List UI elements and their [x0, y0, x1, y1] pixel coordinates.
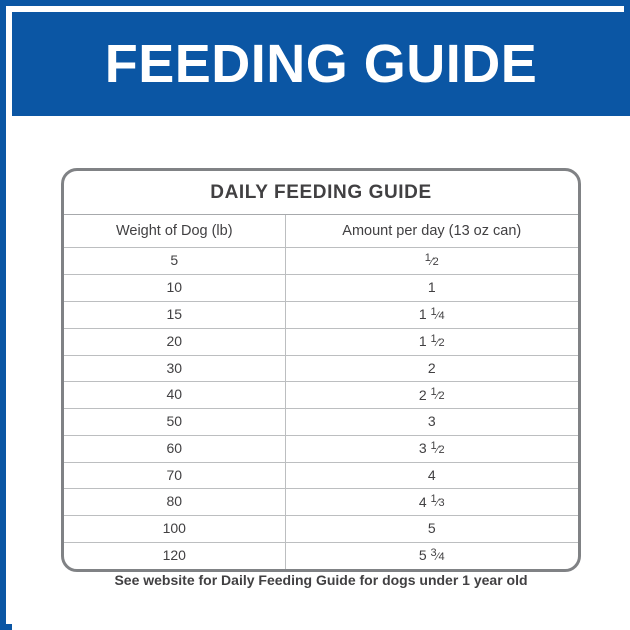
cell-weight: 5 — [64, 248, 285, 275]
table-row — [64, 382, 578, 409]
table-row — [64, 516, 578, 543]
table-row — [64, 542, 578, 569]
table-row — [64, 248, 578, 275]
footnote: See website for Daily Feeding Guide for dogs under 1 year old — [114, 572, 528, 588]
table-row — [64, 301, 578, 328]
cell-weight: 40 — [64, 382, 285, 409]
daily-feeding-guide-card — [61, 168, 581, 572]
cell-weight: 10 — [64, 275, 285, 302]
column-header-weight: Weight of Dog (lb) — [64, 215, 285, 248]
table-header-row — [64, 215, 578, 248]
cell-amount: 3 $^1$⁄2 — [285, 435, 578, 462]
cell-amount: 3 — [285, 409, 578, 436]
page-title: FEEDING GUIDE — [104, 34, 538, 94]
cell-weight: 80 — [64, 489, 285, 516]
cell-amount: 1 $^1$⁄4 — [285, 301, 578, 328]
cell-weight: 30 — [64, 355, 285, 382]
cell-weight: 120 — [64, 542, 285, 569]
page-content — [12, 116, 630, 630]
cell-amount: 4 — [285, 462, 578, 489]
header-band — [12, 12, 630, 116]
cell-weight: 100 — [64, 516, 285, 543]
feeding-guide-table — [64, 215, 578, 569]
cell-weight: 15 — [64, 301, 285, 328]
table-row — [64, 435, 578, 462]
cell-weight: 70 — [64, 462, 285, 489]
table-row — [64, 355, 578, 382]
cell-amount: 5 $^3$⁄4 — [418, 546, 445, 564]
card-title: DAILY FEEDING GUIDE — [64, 171, 578, 215]
column-header-amount: Amount per day (13 oz can) — [285, 215, 578, 248]
table-row — [64, 489, 578, 516]
table-row — [64, 462, 578, 489]
cell-amount: 2 — [285, 355, 578, 382]
cell-amount: 1 $^1$⁄2 — [285, 328, 578, 355]
cell-amount: $^1$⁄2 — [285, 248, 578, 275]
table-row — [64, 328, 578, 355]
cell-amount: 4 $^1$⁄3 — [285, 489, 578, 516]
table-row — [64, 409, 578, 436]
table-row — [64, 275, 578, 302]
cell-weight: 50 — [64, 409, 285, 436]
cell-amount: 2 $^1$⁄2 — [285, 382, 578, 409]
cell-weight: 20 — [64, 328, 285, 355]
cell-weight: 60 — [64, 435, 285, 462]
cell-amount: 1 — [285, 275, 578, 302]
cell-amount: 5 — [285, 516, 578, 543]
